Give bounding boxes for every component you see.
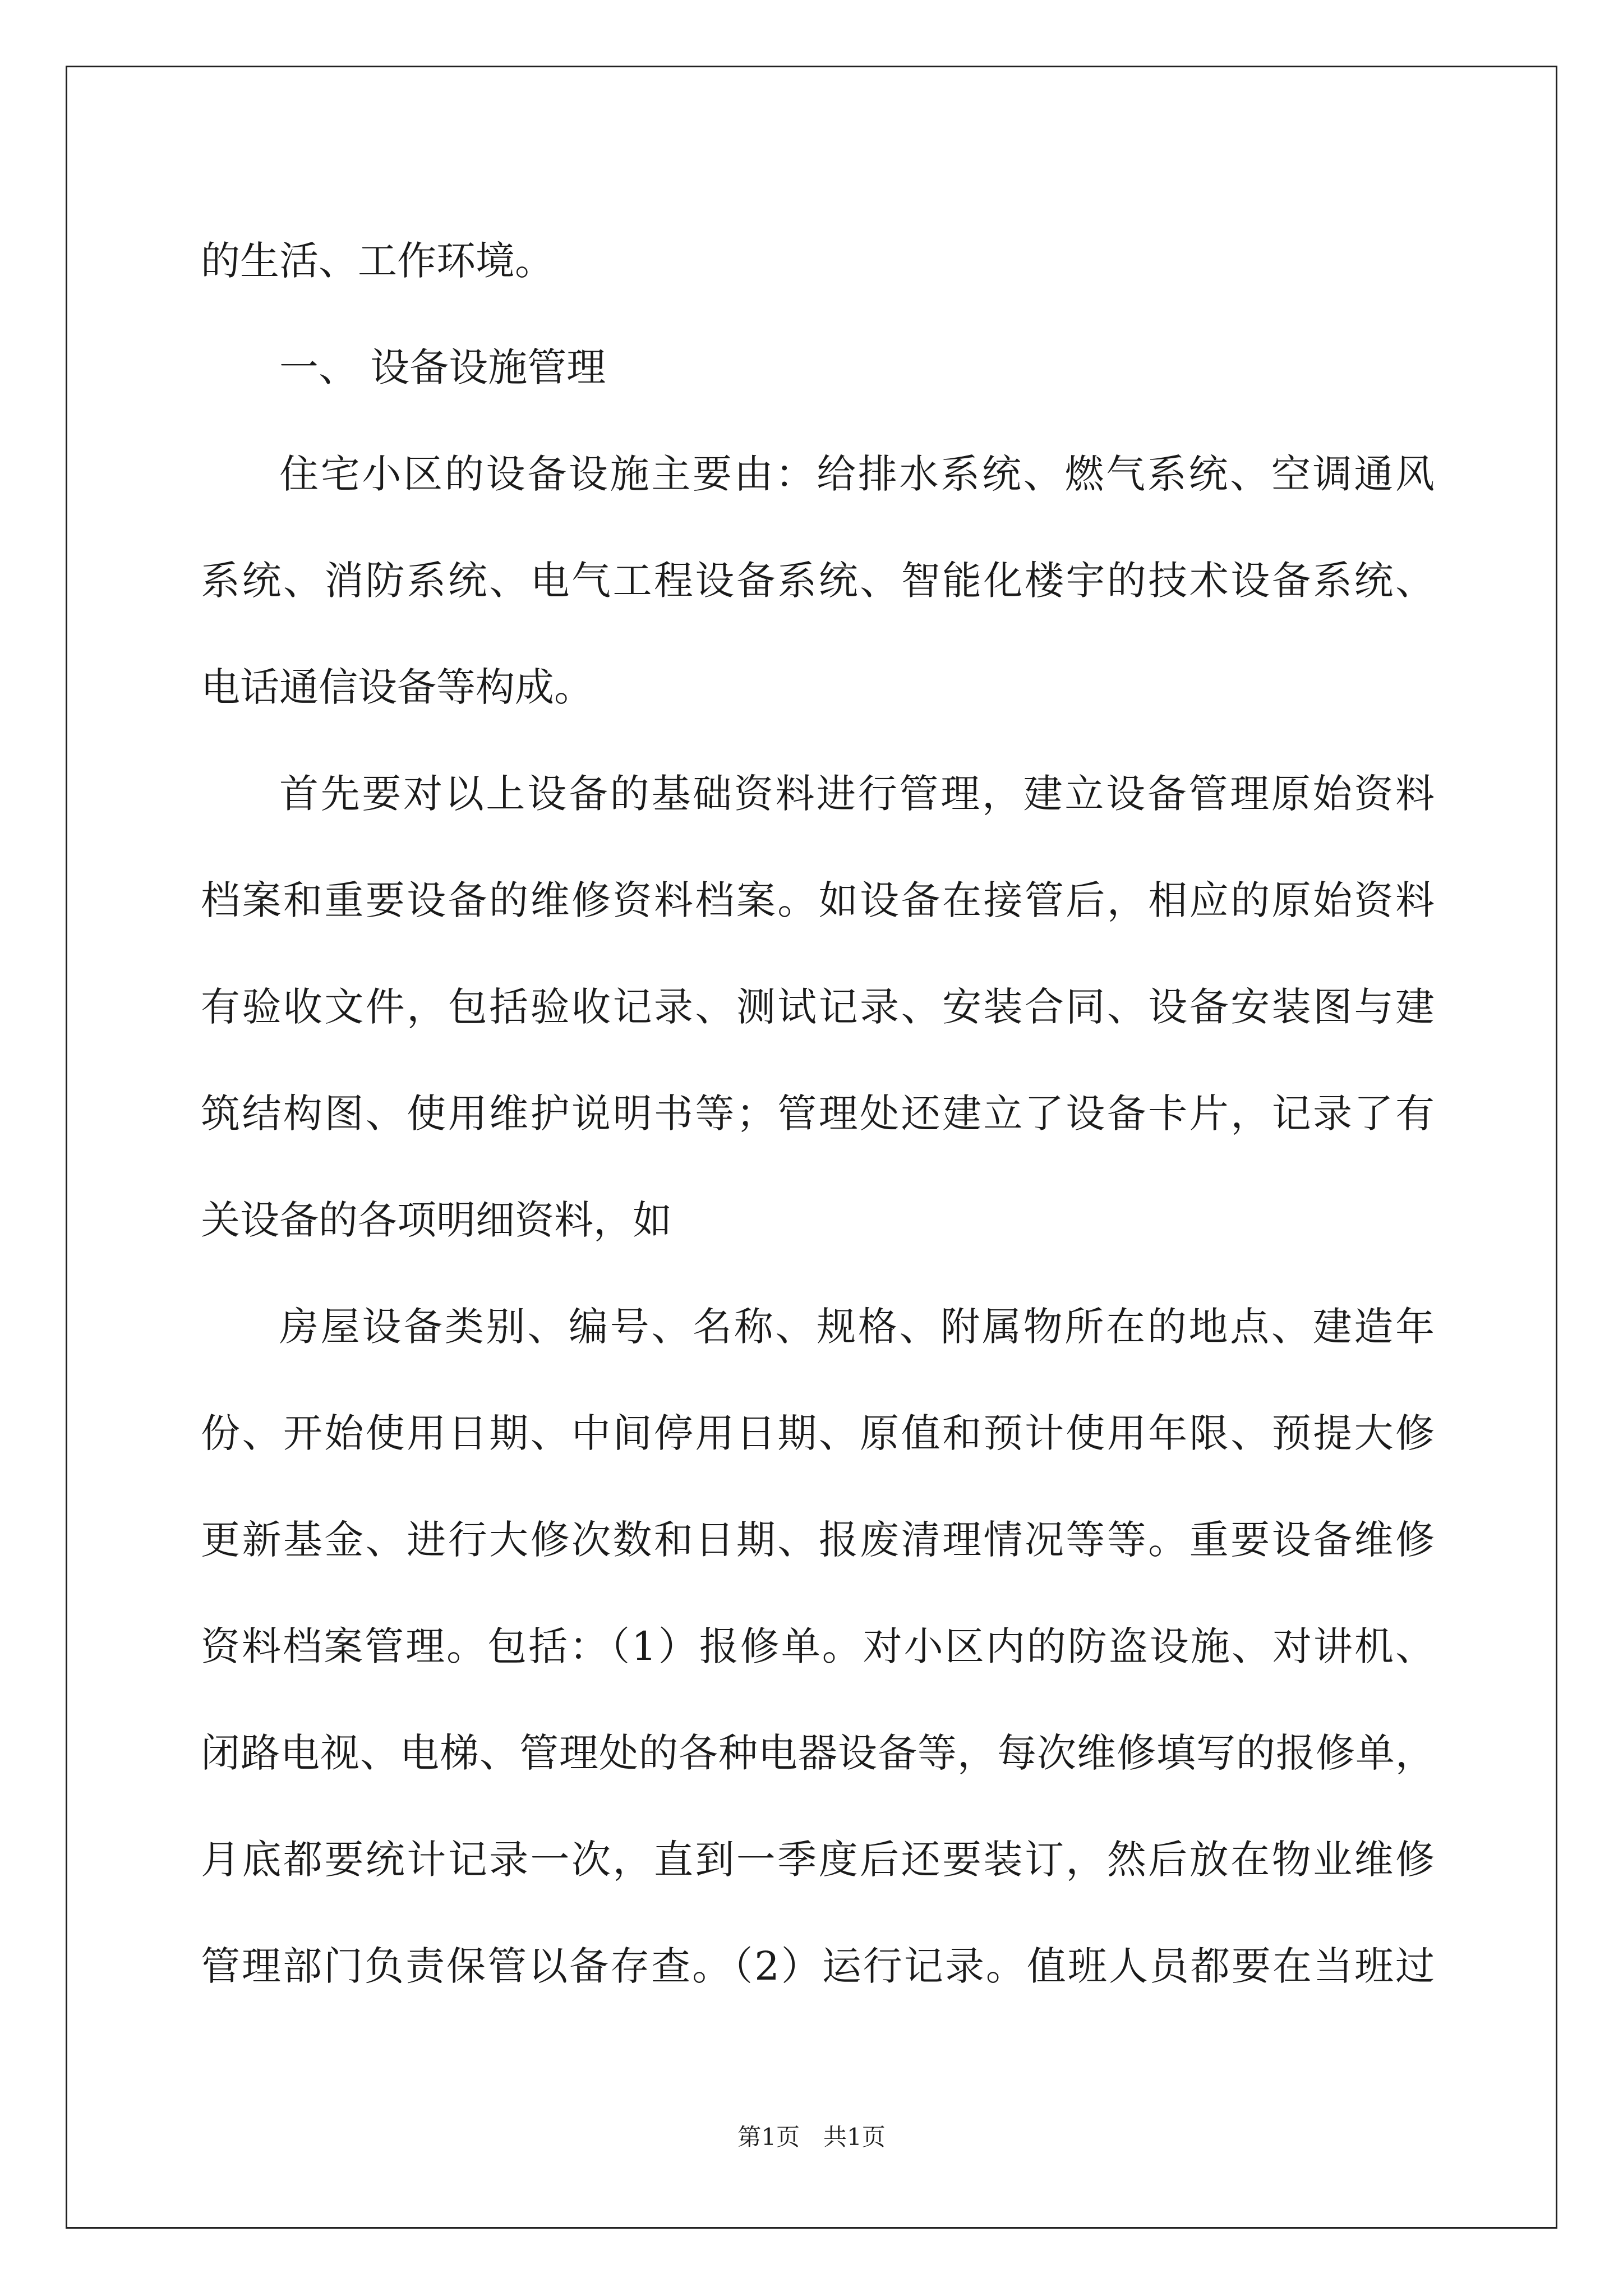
text-line: 更新基金、进行大修次数和日期、报废清理情况等等。重要设备维修 [201,1517,1435,1563]
text-line: 系统、消防系统、电气工程设备系统、智能化楼宇的技术设备系统、 [201,558,1435,604]
text-line: 资料档案管理。包括：（1）报修单。对小区内的防盗设施、对讲机、 [201,1623,1435,1669]
text-line: 住宅小区的设备设施主要由：给排水系统、燃气系统、空调通风 [279,451,1435,497]
text-line: 份、开始使用日期、中间停用日期、原值和预计使用年限、预提大修 [201,1410,1435,1456]
page-footer: 第1页 共1页 [737,2123,886,2151]
text-line: 电话通信设备等构成。 [201,664,593,710]
text-line: 闭路电视、电梯、管理处的各种电器设备等，每次维修填写的报修单， [201,1730,1435,1776]
text-line: 筑结构图、使用维护说明书等；管理处还建立了设备卡片，记录了有 [201,1091,1435,1137]
text-line: 档案和重要设备的维修资料档案。如设备在接管后，相应的原始资料 [201,877,1435,923]
section-heading: 一、 设备设施管理 [279,344,606,390]
text-line: 首先要对以上设备的基础资料进行管理，建立设备管理原始资料 [279,771,1435,817]
text-line: 月底都要统计记录一次，直到一季度后还要装订，然后放在物业维修 [201,1837,1435,1883]
text-line: 管理部门负责保管以备存查。（2）运行记录。值班人员都要在当班过 [201,1943,1435,1989]
text-line: 房屋设备类别、编号、名称、规格、附属物所在的地点、建造年 [279,1304,1435,1350]
text-line: 关设备的各项明细资料，如 [201,1197,672,1243]
document-body [201,208,1435,2019]
text-line: 有验收文件，包括验收记录、测试记录、安装合同、设备安装图与建 [201,984,1435,1030]
text-line: 的生活、工作环境。 [201,238,554,284]
